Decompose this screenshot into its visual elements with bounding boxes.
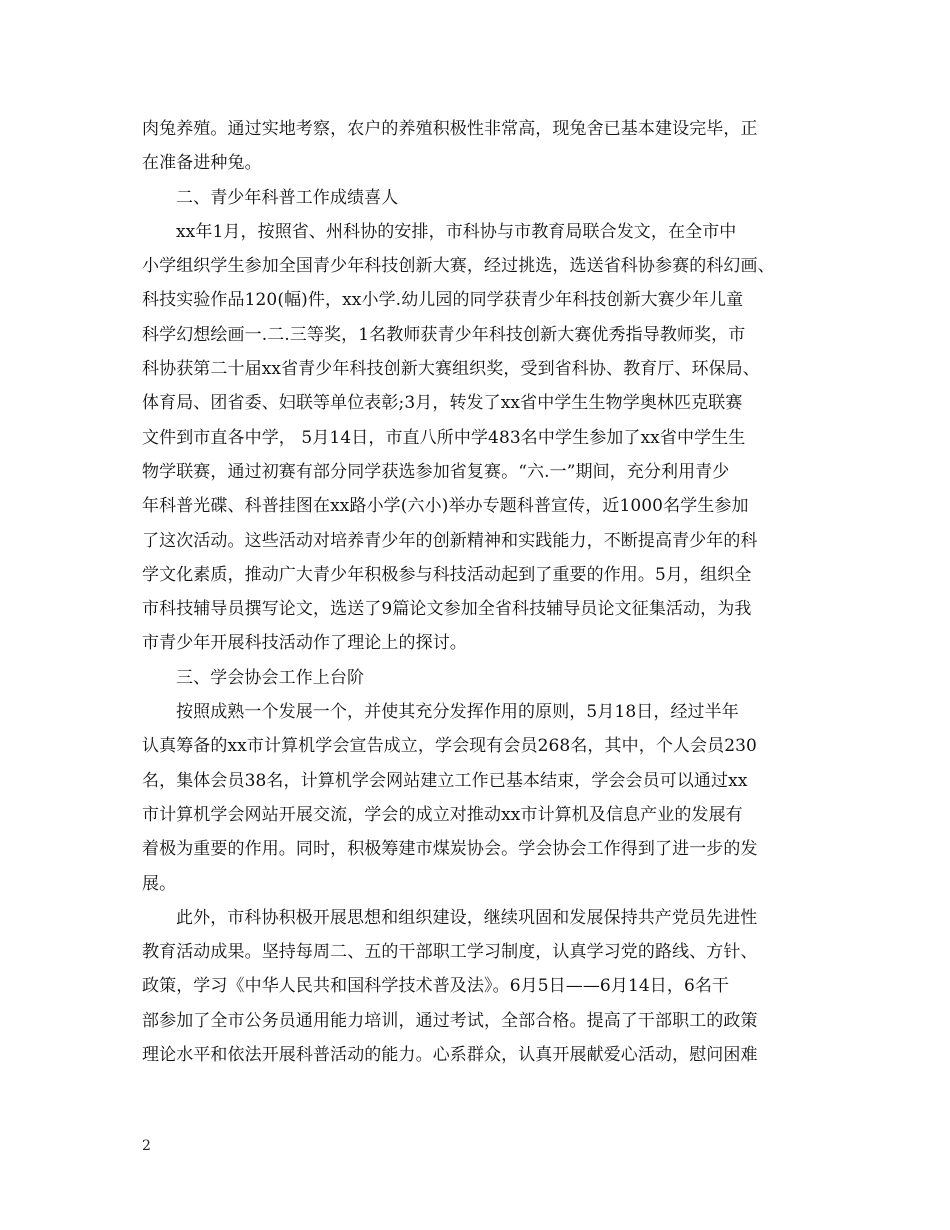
text-line: 小学组织学生参加全国青少年科技创新大赛，经过挑选，选送省科协参赛的科幻画、	[142, 256, 775, 277]
text-line: 物学联赛，通过初赛有部分同学获选参加省复赛。“六.一”期间，充分利用青少	[142, 461, 730, 482]
text-line: 部参加了全市公务员通用能力培训，通过考试，全部合格。提高了干部职工的政策	[142, 1010, 758, 1031]
text-line: 学文化素质，推动广大青少年积极参与科技活动起到了重要的作用。5月，组织全	[142, 564, 752, 585]
text-line: 着极为重要的作用。同时，积极筹建市煤炭协会。学会协会工作得到了进一步的发	[142, 839, 758, 860]
text-line: 科学幻想绘画一.二.三等奖，1名教师获青少年科技创新大赛优秀指导教师奖，市	[142, 324, 746, 345]
text-line: 市青少年开展科技活动作了理论上的探讨。	[142, 633, 467, 654]
text-line: 科协获第二十届xx省青少年科技创新大赛组织奖，受到省科协、教育厅、环保局、	[142, 359, 760, 380]
body-text	[142, 112, 822, 1072]
text-line: 按照成熟一个发展一个，并使其充分发挥作用的原则，5月18日，经过半年	[176, 702, 739, 723]
text-line: 教育活动成果。坚持每周二、五的干部职工学习制度，认真学习党的路线、方针、	[142, 942, 758, 963]
text-line: 肉兔养殖。通过实地考察，农户的养殖积极性非常高，现兔舍已基本建设完毕，正	[142, 119, 758, 139]
text-line: 认真筹备的xx市计算机学会宣告成立，学会现有会员268名，其中，个人会员230	[142, 736, 757, 757]
text-line: 理论水平和依法开展科普活动的能力。心系群众，认真开展献爱心活动，慰问困难	[142, 1045, 758, 1066]
text-line: 市计算机学会网站开展交流，学会的成立对推动xx市计算机及信息产业的发展有	[142, 804, 743, 825]
text-line: 体育局、团省委、妇联等单位表彰;3月，转发了xx省中学生生物学奥林匹克联赛	[142, 393, 743, 414]
text-line: 市科技辅导员撰写论文，选送了9篇论文参加全省科技辅导员论文征集活动，为我	[142, 599, 752, 620]
text-line: 三、学会协会工作上台阶	[176, 667, 365, 688]
text-line: 了这次活动。这些活动对培养青少年的创新精神和实践能力，不断提高青少年的科	[142, 530, 758, 551]
text-line: 年科普光碟、科普挂图在xx路小学(六小)举办专题科普宣传，近1000名学生参加	[142, 496, 749, 517]
text-line: 政策，学习《中华人民共和国科学技术普及法》。6月5日——6月14日，6名干	[142, 976, 730, 997]
text-line: xx年1月，按照省、州科协的安排，市科协与市教育局联合发文，在全市中	[176, 221, 737, 242]
text-line: 展。	[142, 873, 177, 894]
page-number: 2	[142, 1138, 151, 1154]
text-line: 在准备进种兔。	[142, 153, 262, 174]
text-line: 二、青少年科普工作成绩喜人	[176, 187, 399, 208]
text-line: 文件到市直各中学， 5月14日，市直八所中学483名中学生参加了xx省中学生生	[142, 427, 746, 448]
text-line: 名，集体会员38名，计算机学会网站建立工作已基本结束，学会会员可以通过xx	[142, 770, 748, 791]
text-line: 此外，市科协积极开展思想和组织建设，继续巩固和发展保持共产党员先进性	[176, 907, 758, 928]
text-line: 科技实验作品120(幅)件，xx小学.幼儿园的同学获青少年科技创新大赛少年儿童	[142, 290, 744, 311]
